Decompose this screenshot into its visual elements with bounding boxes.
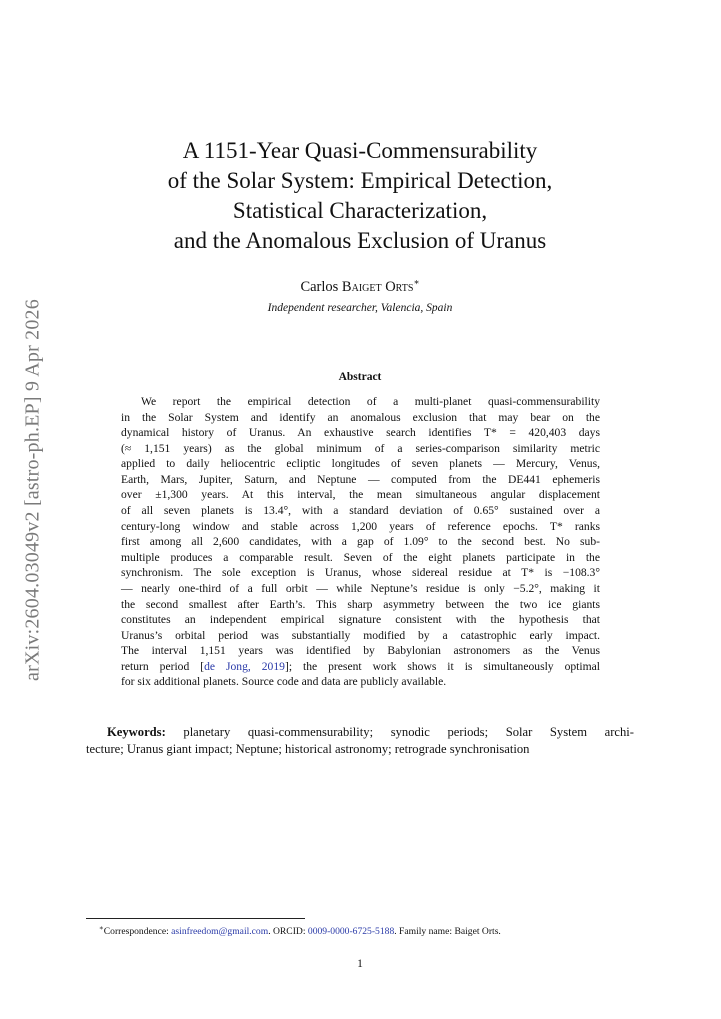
author-affiliation: Independent researcher, Valencia, Spain [267,302,453,314]
author-first-name: Carlos [300,278,339,295]
abstract-line: in the Solar System and identify an anomalous exclusion that may bear on the [121,410,600,424]
title-line: and the Anomalous Exclusion of Uranus [173,228,547,253]
footnote-mid: . ORCID: [268,926,308,938]
abstract-line: applied to daily heliocentric ecliptic longitudes of seven planets — Mercury, Venus, [121,457,600,471]
abstract-line: century-long window and stable across 1,200 years of reference epochs. T* ranks [121,519,600,533]
title-line: Statistical Characterization, [232,198,488,223]
footnote-mark: ∗ [99,924,104,932]
abstract-line: Uranus’s orbital period was substantially modified by a catastrophic early impact. [121,628,600,642]
abstract-heading: Abstract [338,371,382,383]
arxiv-identifier-stamp: arXiv:2604.03049v2 [astro-ph.EP] 9 Apr 2026 [21,299,44,681]
footnote-rule [86,918,305,919]
citation-link[interactable]: de Jong, 2019 [204,659,285,673]
keywords-line: tecture; Uranus giant impact; Neptune; historical astronomy; retrograde synchronisation [86,742,530,756]
abstract-line: for six additional planets. Source code and data are publicly available. [121,675,447,689]
keywords-text: planetary quasi-commensurability; synodic periods; Solar System archi- [183,725,634,739]
footnote-prefix: Correspondence: [103,926,172,938]
abstract-text: return period [ [121,659,205,673]
orcid-link[interactable]: 0009-0000-6725-5188 [307,926,395,938]
abstract-line: We report the empirical detection of a multi-planet quasi-commensurability [141,395,600,408]
keywords-line [86,724,634,741]
author-last-name: Baiget Orts [341,278,414,295]
abstract-line: dynamical history of Uranus. An exhaustive search identifies T* = 420,403 days [121,426,600,440]
paper-title [86,136,634,256]
abstract-line: the second smallest after Earth’s. This sharp asymmetry between the two ice giants [121,597,600,611]
abstract-line: Earth, Mars, Jupiter, Saturn, and Neptune — computed from the DE441 ephemeris [121,472,600,486]
abstract-line: over ±1,300 years. At this interval, the mean simultaneous angular displacement [121,488,600,502]
abstract-line: The interval 1,151 years was identified by Babylonian astronomers as the Venus [121,644,600,658]
title-line: of the Solar System: Empirical Detection, [167,168,553,193]
abstract-line: (≈ 1,151 years) as the global minimum of a series-comparison similarity metric [121,441,600,455]
author-name [86,277,634,296]
abstract-line: constitutes an independent empirical signature consistent with the hypothesis that [121,613,600,627]
keywords-label: Keywords: [107,725,166,739]
abstract-line: multiple produces a comparable result. Seven of the eight planets participate in the [121,550,600,564]
abstract-line: synchronism. The sole exception is Uranus, whose sidereal residue at T* is −108.3° [121,566,600,580]
abstract-body [121,394,600,690]
abstract-line: of all seven planets is 13.4°, with a standard deviation of 0.65° sustained over a [121,504,600,518]
title-line: A 1151-Year Quasi-Commensurability [182,138,538,163]
page-number: 1 [357,958,363,970]
author-footnote-mark: ∗ [413,277,420,287]
abstract-line: — nearly one-third of a full orbit — while Neptune’s residue is only −5.2°, making it [121,581,600,595]
footnote-suffix: . Family name: Baiget Orts. [394,926,501,938]
abstract-line: first among all 2,600 candidates, with a gap of 1.09° to the second best. No sub- [121,535,600,549]
keywords-section [86,724,634,758]
email-link[interactable]: asinfreedom@gmail.com [171,926,269,938]
abstract-text: ]; the present work shows it is simultaneously optimal [284,659,600,673]
abstract-citation-line [121,659,600,675]
correspondence-footnote [86,922,634,938]
